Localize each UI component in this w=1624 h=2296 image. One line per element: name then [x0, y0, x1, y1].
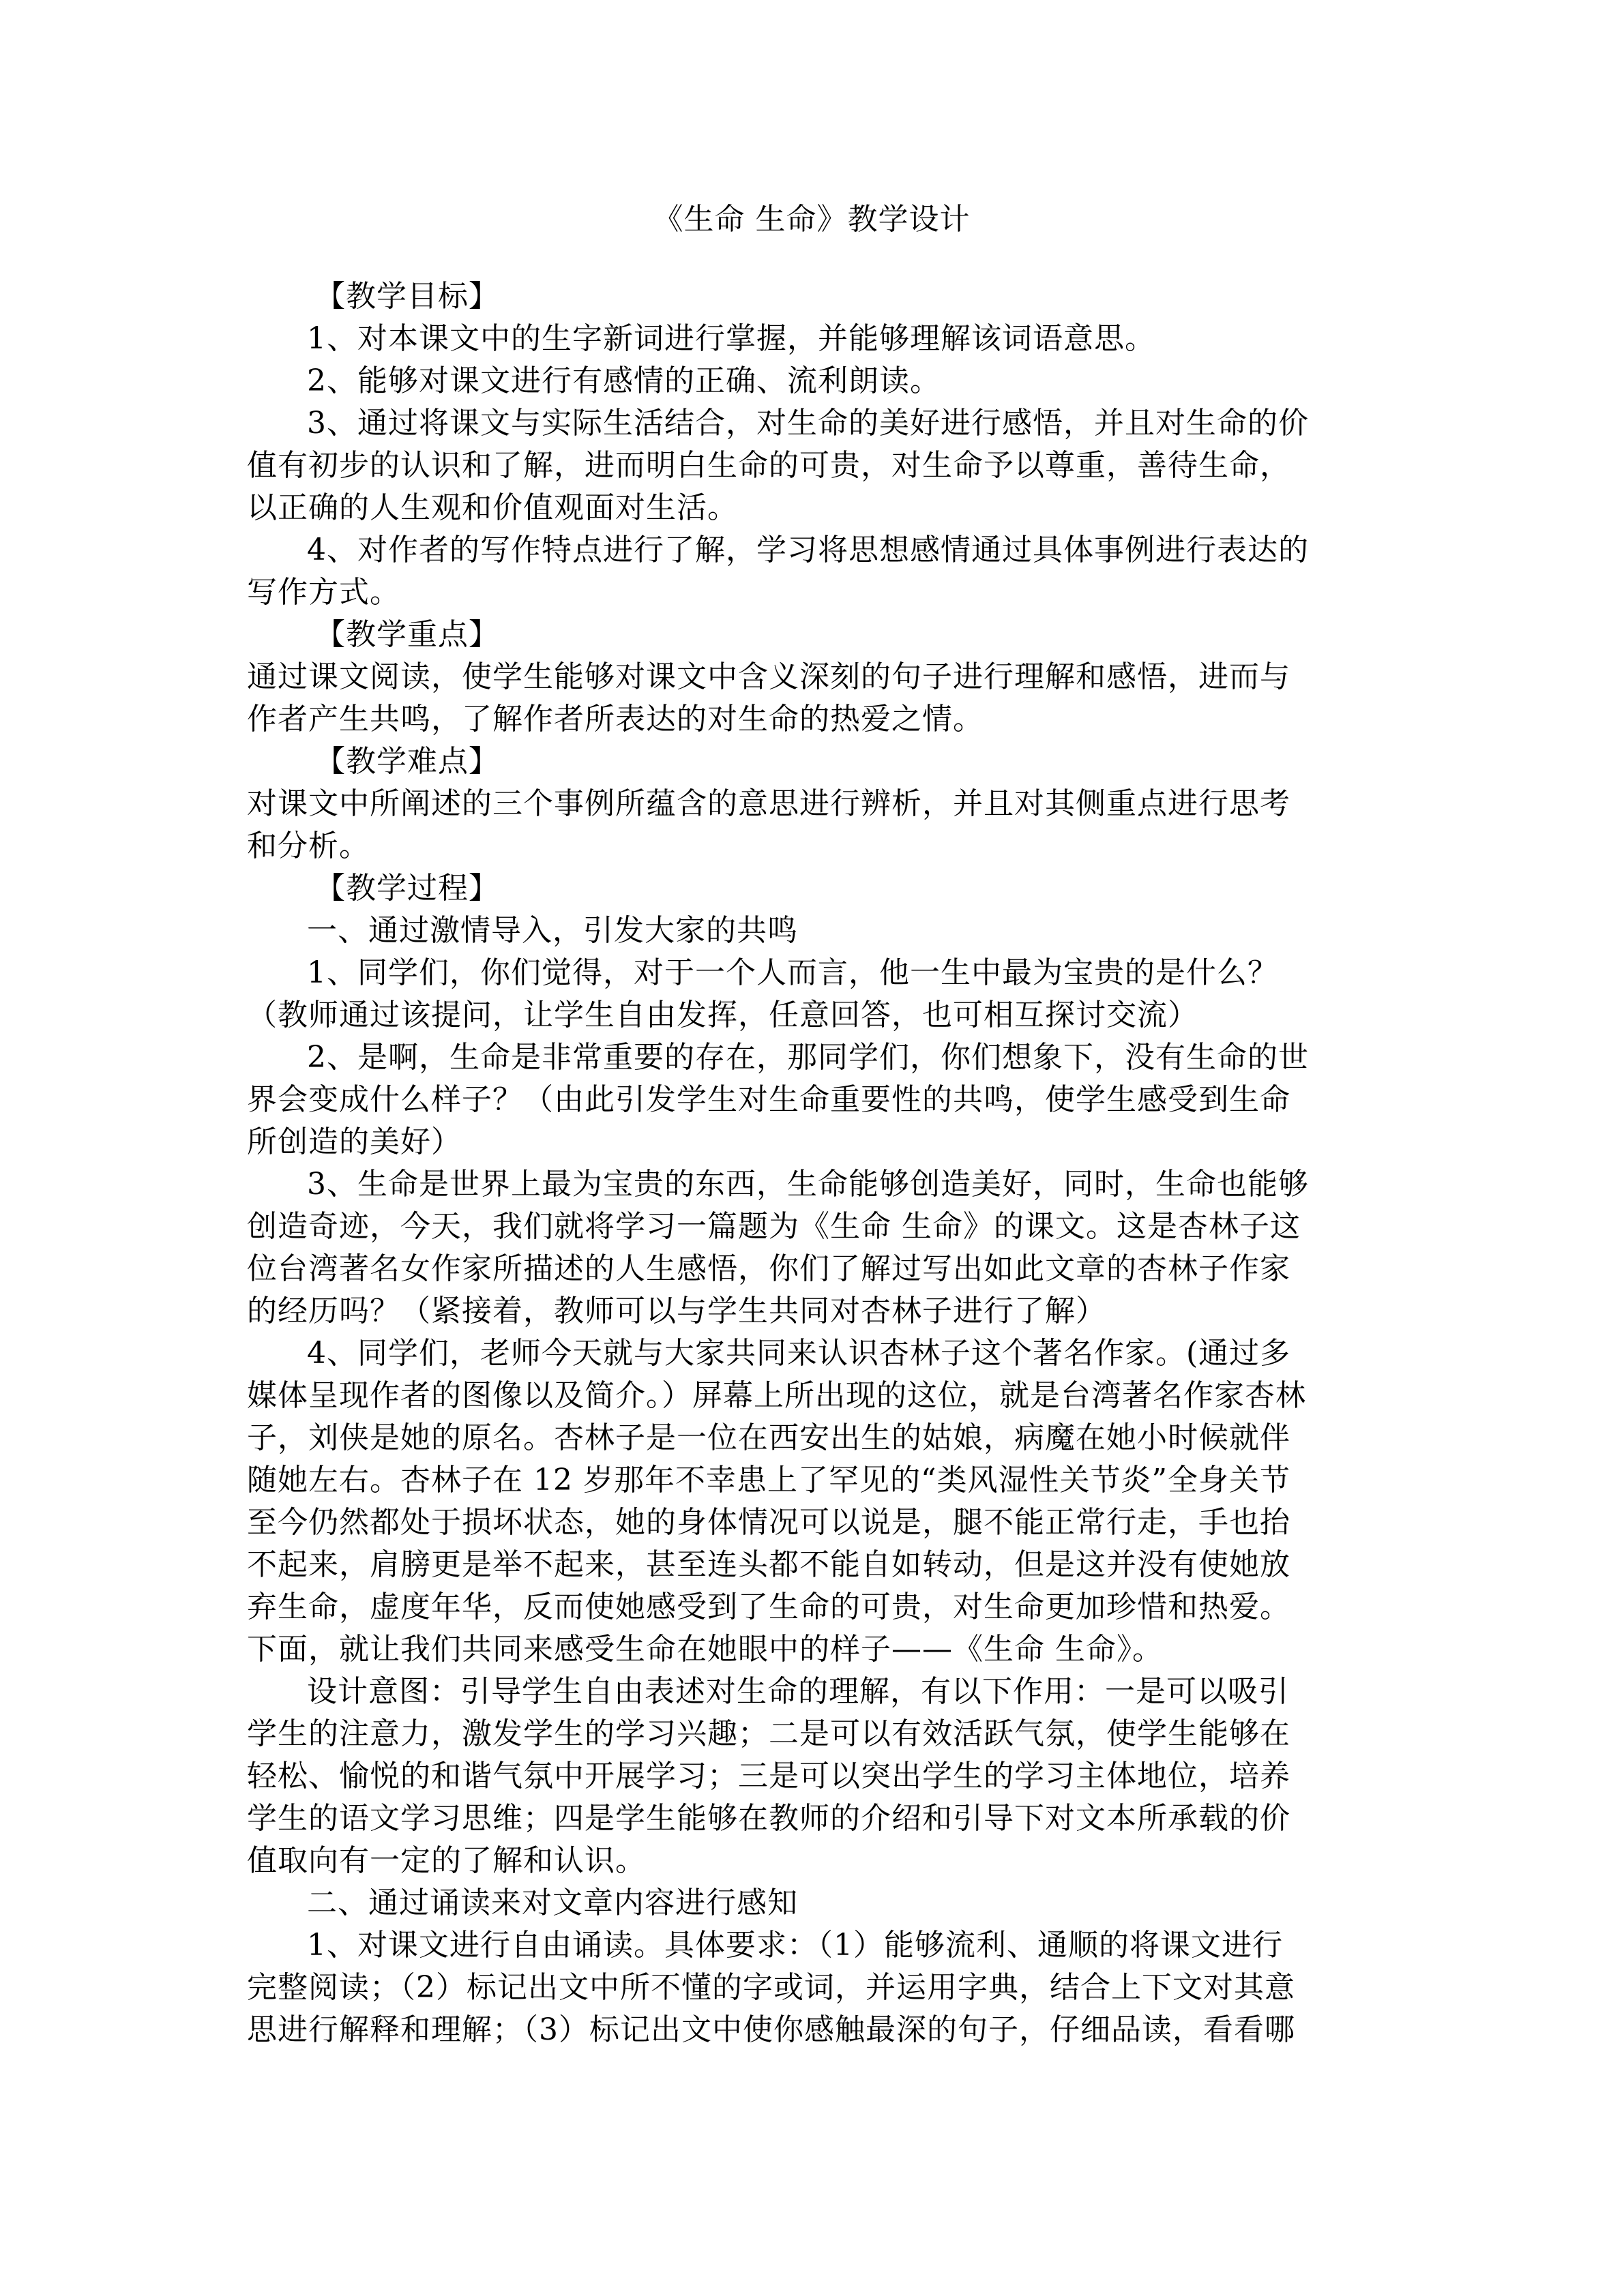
text-line: 1、对课文进行自由诵读。具体要求：（1）能够流利、通顺的将课文进行	[307, 1928, 1283, 1963]
text-line: 学生的注意力，激发学生的学习兴趣；二是可以有效活跃气氛，使学生能够在	[247, 1716, 1290, 1751]
text-line: 不起来，肩膀更是举不起来，甚至连头都不能自如转动，但是这并没有使她放	[247, 1547, 1290, 1582]
text-line: 界会变成什么样子？（由此引发学生对生命重要性的共鸣，使学生感受到生命	[247, 1082, 1290, 1117]
text-line: 写作方式。	[247, 575, 400, 610]
text-line: 4、同学们，老师今天就与大家共同来认识杏林子这个著名作家。(通过多	[307, 1336, 1291, 1371]
text-line: 对课文中所阐述的三个事例所蕴含的意思进行辨析，并且对其侧重点进行思考	[247, 786, 1290, 821]
text-line: 子，刘侠是她的原名。杏林子是一位在西安出生的姑娘，病魔在她小时候就伴	[247, 1420, 1290, 1455]
text-line: 轻松、愉悦的和谐气氛中开展学习；三是可以突出学生的学习主体地位，培养	[247, 1759, 1290, 1793]
text-line: （教师通过该提问，让学生自由发挥，任意回答，也可相互探讨交流）	[247, 998, 1198, 1032]
text-line: 一、通过激情导入，引发大家的共鸣	[307, 913, 798, 948]
text-line: 2、是啊，生命是非常重要的存在，那同学们，你们想象下，没有生命的世	[307, 1040, 1309, 1075]
text-line: 学生的语文学习思维；四是学生能够在教师的介绍和引导下对文本所承载的价	[247, 1801, 1290, 1836]
text-line: 媒体呈现作者的图像以及简介。）屏幕上所出现的这位，就是台湾著名作家杏林	[247, 1378, 1306, 1413]
text-line: 值取向有一定的了解和认识。	[247, 1843, 646, 1878]
section-heading: 【教学重点】	[315, 617, 499, 652]
text-line: 作者产生共鸣，了解作者所表达的对生命的热爱之情。	[247, 702, 984, 736]
text-line: 4、对作者的写作特点进行了解，学习将思想感情通过具体事例进行表达的	[307, 533, 1309, 567]
text-line: 设计意图：引导学生自由表述对生命的理解，有以下作用：一是可以吸引	[307, 1674, 1289, 1709]
text-line: 的经历吗？（紧接着，教师可以与学生共同对杏林子进行了解）	[247, 1294, 1106, 1328]
text-line: 随她左右。杏林子在 12 岁那年不幸患上了罕见的“类风湿性关节炎”全身关节	[247, 1463, 1290, 1497]
text-line: 创造奇迹，今天，我们就将学习一篇题为《生命 生命》的课文。这是杏林子这	[247, 1209, 1301, 1244]
section-heading: 【教学目标】	[315, 279, 499, 314]
section-heading: 【教学难点】	[315, 744, 499, 779]
text-line: 值有初步的认识和了解，进而明白生命的可贵，对生命予以尊重，善待生命，	[247, 448, 1290, 483]
text-line: 位台湾著名女作家所描述的人生感悟，你们了解过写出如此文章的杏林子作家	[247, 1251, 1290, 1286]
text-line: 二、通过诵读来对文章内容进行感知	[307, 1885, 798, 1920]
text-line: 所创造的美好）	[247, 1124, 462, 1159]
text-line: 3、通过将课文与实际生活结合，对生命的美好进行感悟，并且对生命的价	[307, 406, 1309, 441]
text-line: 弃生命，虚度年华，反而使她感受到了生命的可贵，对生命更加珍惜和热爱。	[247, 1590, 1290, 1624]
section-heading: 【教学过程】	[315, 871, 499, 906]
text-line: 1、对本课文中的生字新词进行掌握，并能够理解该词语意思。	[307, 321, 1155, 356]
text-line: 下面，就让我们共同来感受生命在她眼中的样子——《生命 生命》。	[247, 1632, 1163, 1667]
text-line: 通过课文阅读，使学生能够对课文中含义深刻的句子进行理解和感悟，进而与	[247, 659, 1290, 694]
text-line: 1、同学们，你们觉得，对于一个人而言，他一生中最为宝贵的是什么？	[307, 955, 1278, 990]
document-body	[247, 198, 1376, 2051]
text-line: 完整阅读；（2）标记出文中所不懂的字或词，并运用字典，结合上下文对其意	[247, 1970, 1295, 2005]
text-line: 思进行解释和理解；（3）标记出文中使你感触最深的句子，仔细品读，看看哪	[247, 2012, 1295, 2047]
document-text	[247, 275, 1376, 2051]
text-line: 和分析。	[247, 829, 370, 863]
text-line: 至今仍然都处于损坏状态，她的身体情况可以说是，腿不能正常行走，手也抬	[247, 1505, 1290, 1540]
document-title: 《生命 生命》教学设计	[653, 202, 971, 237]
text-line: 3、生命是世界上最为宝贵的东西，生命能够创造美好，同时，生命也能够	[307, 1167, 1309, 1202]
text-line: 2、能够对课文进行有感情的正确、流利朗读。	[307, 363, 941, 398]
text-line: 以正确的人生观和价值观面对生活。	[247, 490, 738, 525]
